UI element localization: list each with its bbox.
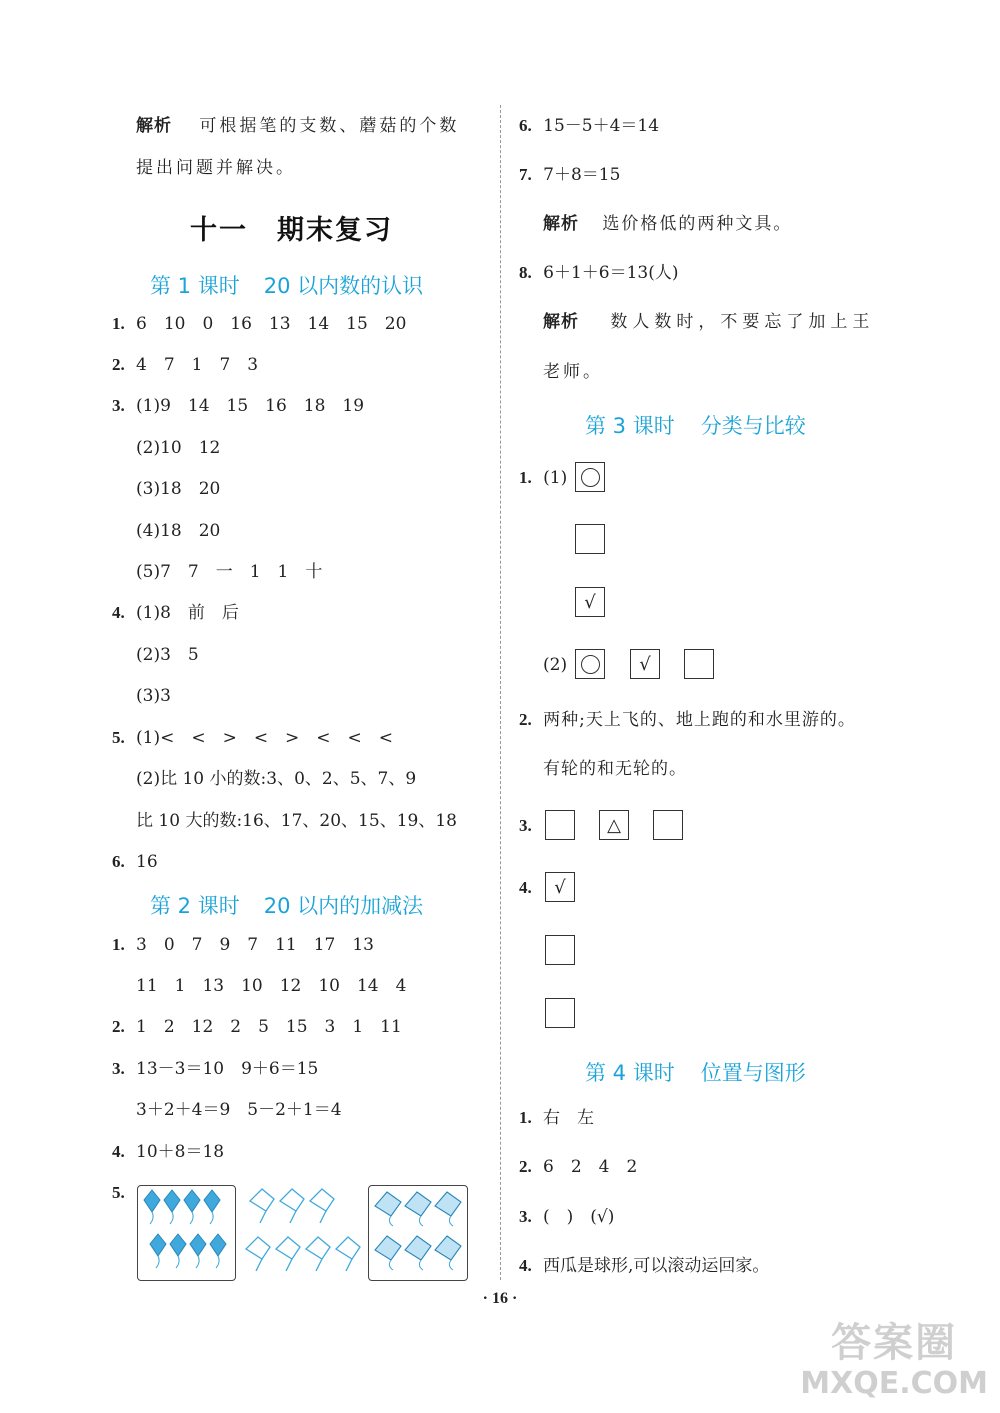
lesson-2-heading bbox=[150, 890, 423, 920]
analysis-note-3 bbox=[543, 310, 874, 334]
check-mark-icon: √ bbox=[554, 876, 566, 898]
q-answer: 比 10 大的数:16、17、20、15、19、18 bbox=[136, 811, 457, 831]
watermark-logo: 答案圈 bbox=[831, 1320, 958, 1366]
q-number: 3. bbox=[519, 1207, 532, 1226]
q-answer: 6＋1＋6＝13(人) bbox=[543, 263, 679, 283]
kite-group-2 bbox=[240, 1185, 365, 1279]
lesson-3-number: 第 3 课时 bbox=[585, 414, 675, 438]
q-number: 4. bbox=[112, 603, 125, 622]
q-answer: (1)8 前 后 bbox=[136, 603, 239, 623]
q-number: 8. bbox=[519, 263, 532, 282]
answer-line bbox=[112, 726, 393, 750]
q-number: 5. bbox=[112, 728, 125, 747]
analysis-text: 数人数时，不要忘了加上王 bbox=[610, 312, 875, 332]
q-answer: (4)18 20 bbox=[136, 521, 221, 541]
q-answer: 1 2 12 2 5 15 3 1 11 bbox=[136, 1017, 402, 1037]
q-number: 7. bbox=[519, 165, 532, 184]
l3-q2 bbox=[519, 708, 856, 732]
q-answer: 6 2 4 2 bbox=[543, 1157, 638, 1177]
q-answer: 右 左 bbox=[543, 1108, 594, 1128]
answer-box-empty bbox=[684, 649, 714, 679]
analysis-text-cont: 老师。 bbox=[543, 362, 603, 382]
sub-label: (1) bbox=[543, 468, 568, 488]
answer-line bbox=[112, 809, 457, 833]
q-number: 4. bbox=[519, 878, 532, 897]
q-answer: (5)7 7 一 1 1 十 bbox=[136, 562, 323, 582]
q-answer: 10＋8＝18 bbox=[136, 1142, 225, 1162]
answer-line bbox=[112, 394, 364, 418]
answer-line bbox=[112, 850, 158, 874]
answer-line bbox=[519, 1155, 637, 1179]
q-number: 6. bbox=[519, 116, 532, 135]
q-number: 2. bbox=[519, 1157, 532, 1176]
analysis-label: 解析 bbox=[136, 116, 172, 136]
q-answer: (2)3 5 bbox=[136, 645, 199, 665]
l3-q1-label bbox=[519, 466, 567, 490]
q-number: 1. bbox=[112, 935, 125, 954]
answer-box-empty bbox=[653, 810, 683, 840]
l3-q3 bbox=[519, 814, 532, 838]
q-answer: (1)9 14 15 16 18 19 bbox=[136, 396, 365, 416]
answer-line bbox=[519, 1106, 594, 1130]
q-answer: 13－3＝10 9＋6＝15 bbox=[136, 1059, 319, 1079]
q-answer: ( ) (√) bbox=[543, 1207, 615, 1227]
answer-line bbox=[112, 933, 374, 957]
page-number: · 16 · bbox=[482, 1290, 518, 1307]
q-number: 5. bbox=[112, 1183, 125, 1202]
analysis-label: 解析 bbox=[543, 312, 579, 332]
answer-line bbox=[112, 767, 416, 791]
answer-line bbox=[112, 436, 220, 460]
check-mark-icon: √ bbox=[584, 591, 596, 613]
lesson-4-heading bbox=[585, 1057, 806, 1087]
q-number: 3. bbox=[112, 1059, 125, 1078]
q8 bbox=[519, 261, 679, 285]
lesson-2-title: 20 以内的加减法 bbox=[263, 894, 424, 918]
q-answer: 4 7 1 7 3 bbox=[136, 355, 259, 375]
answer-line bbox=[112, 1057, 318, 1081]
answer-box-circle bbox=[575, 649, 605, 679]
q-answer: 15－5＋4＝14 bbox=[543, 116, 660, 136]
lesson-3-title: 分类与比较 bbox=[700, 414, 806, 438]
lesson-1-title: 20 以内数的认识 bbox=[263, 274, 424, 298]
answer-line bbox=[112, 1181, 136, 1205]
lesson-4-title: 位置与图形 bbox=[700, 1061, 806, 1085]
lesson-3-heading bbox=[585, 410, 806, 440]
answer-line bbox=[112, 1140, 224, 1164]
answer-line bbox=[112, 312, 406, 336]
q-answer-cont: 有轮的和无轮的。 bbox=[543, 759, 687, 779]
answer-line bbox=[112, 477, 220, 501]
kite-icon-group-3 bbox=[369, 1186, 467, 1280]
q-answer: 16 bbox=[136, 852, 158, 872]
q-number: 1. bbox=[519, 468, 532, 487]
q-number: 2. bbox=[519, 710, 532, 729]
q6 bbox=[519, 114, 659, 138]
q-number: 2. bbox=[112, 355, 125, 374]
answer-line bbox=[112, 684, 171, 708]
circle-mark-icon bbox=[581, 468, 600, 487]
analysis-text: 可根据笔的支数、蘑菇的个数 bbox=[199, 116, 460, 136]
answer-line bbox=[112, 601, 239, 625]
triangle-icon: △ bbox=[607, 814, 621, 836]
lesson-4-number: 第 4 课时 bbox=[585, 1061, 675, 1085]
answer-box-check bbox=[630, 649, 660, 679]
analysis-text: 选价格低的两种文具。 bbox=[602, 214, 793, 234]
answer-box-empty bbox=[545, 998, 575, 1028]
circle-mark-icon bbox=[581, 655, 600, 674]
q-answer: 西瓜是球形,可以滚动运回家。 bbox=[543, 1256, 770, 1276]
analysis-note-2 bbox=[543, 212, 792, 236]
q-answer: (2)10 12 bbox=[136, 438, 221, 458]
q-number: 6. bbox=[112, 852, 125, 871]
q-answer: (2)比 10 小的数:3、0、2、5、7、9 bbox=[136, 769, 417, 789]
kite-icon-group-1 bbox=[138, 1186, 235, 1280]
q-answer: 11 1 13 10 12 10 14 4 bbox=[136, 976, 407, 996]
answer-line bbox=[112, 974, 406, 998]
answer-line bbox=[112, 643, 199, 667]
q-answer: 7＋8＝15 bbox=[543, 165, 621, 185]
q-answer: (3)18 20 bbox=[136, 479, 221, 499]
answer-box-empty bbox=[545, 810, 575, 840]
q-number: 3. bbox=[112, 396, 125, 415]
answer-line bbox=[112, 560, 322, 584]
analysis-text-cont: 提出问题并解决。 bbox=[136, 158, 296, 178]
chapter-title: 十一 期末复习 bbox=[190, 215, 393, 246]
q-number: 4. bbox=[112, 1142, 125, 1161]
q-number: 4. bbox=[519, 1256, 532, 1275]
q-answer: 两种;天上飞的、地上跑的和水里游的。 bbox=[543, 710, 856, 730]
answer-box-circle bbox=[575, 462, 605, 492]
q-number: 1. bbox=[519, 1108, 532, 1127]
answer-line bbox=[519, 1205, 614, 1229]
answer-box-check bbox=[575, 587, 605, 617]
analysis-label: 解析 bbox=[543, 214, 579, 234]
answer-box-empty bbox=[575, 524, 605, 554]
kite-group-box-1 bbox=[137, 1185, 236, 1281]
kite-icon-group-2 bbox=[240, 1185, 365, 1279]
q7 bbox=[519, 163, 620, 187]
l3-q4 bbox=[519, 876, 532, 900]
lesson-1-number: 第 1 课时 bbox=[150, 274, 240, 298]
q-answer: 3 0 7 9 7 11 17 13 bbox=[136, 935, 374, 955]
q-answer: (3)3 bbox=[136, 686, 171, 706]
watermark-url: MXQE.COM bbox=[800, 1366, 988, 1401]
column-divider bbox=[500, 105, 501, 1280]
check-mark-icon: √ bbox=[639, 653, 651, 675]
answer-box-empty bbox=[545, 935, 575, 965]
answer-box-triangle bbox=[599, 810, 629, 840]
kite-group-box-3 bbox=[368, 1185, 468, 1281]
answer-line bbox=[112, 519, 220, 543]
answer-line bbox=[112, 1015, 402, 1039]
q-number: 2. bbox=[112, 1017, 125, 1036]
q-number: 3. bbox=[519, 816, 532, 835]
q-answer: 6 10 0 16 13 14 15 20 bbox=[136, 314, 407, 334]
q-number: 1. bbox=[112, 314, 125, 333]
sub-label-2: (2) bbox=[543, 655, 568, 675]
analysis-note-1 bbox=[136, 114, 459, 138]
q-answer: 3＋2＋4＝9 5－2＋1＝4 bbox=[136, 1100, 342, 1120]
answer-line bbox=[112, 353, 258, 377]
answer-line bbox=[112, 1098, 342, 1122]
answer-box-check bbox=[545, 872, 575, 902]
answer-line bbox=[519, 1254, 769, 1278]
lesson-1-heading bbox=[150, 270, 423, 300]
q-answer: (1)< < > < > < < < bbox=[136, 728, 394, 748]
watermark bbox=[800, 1311, 988, 1401]
lesson-2-number: 第 2 课时 bbox=[150, 894, 240, 918]
